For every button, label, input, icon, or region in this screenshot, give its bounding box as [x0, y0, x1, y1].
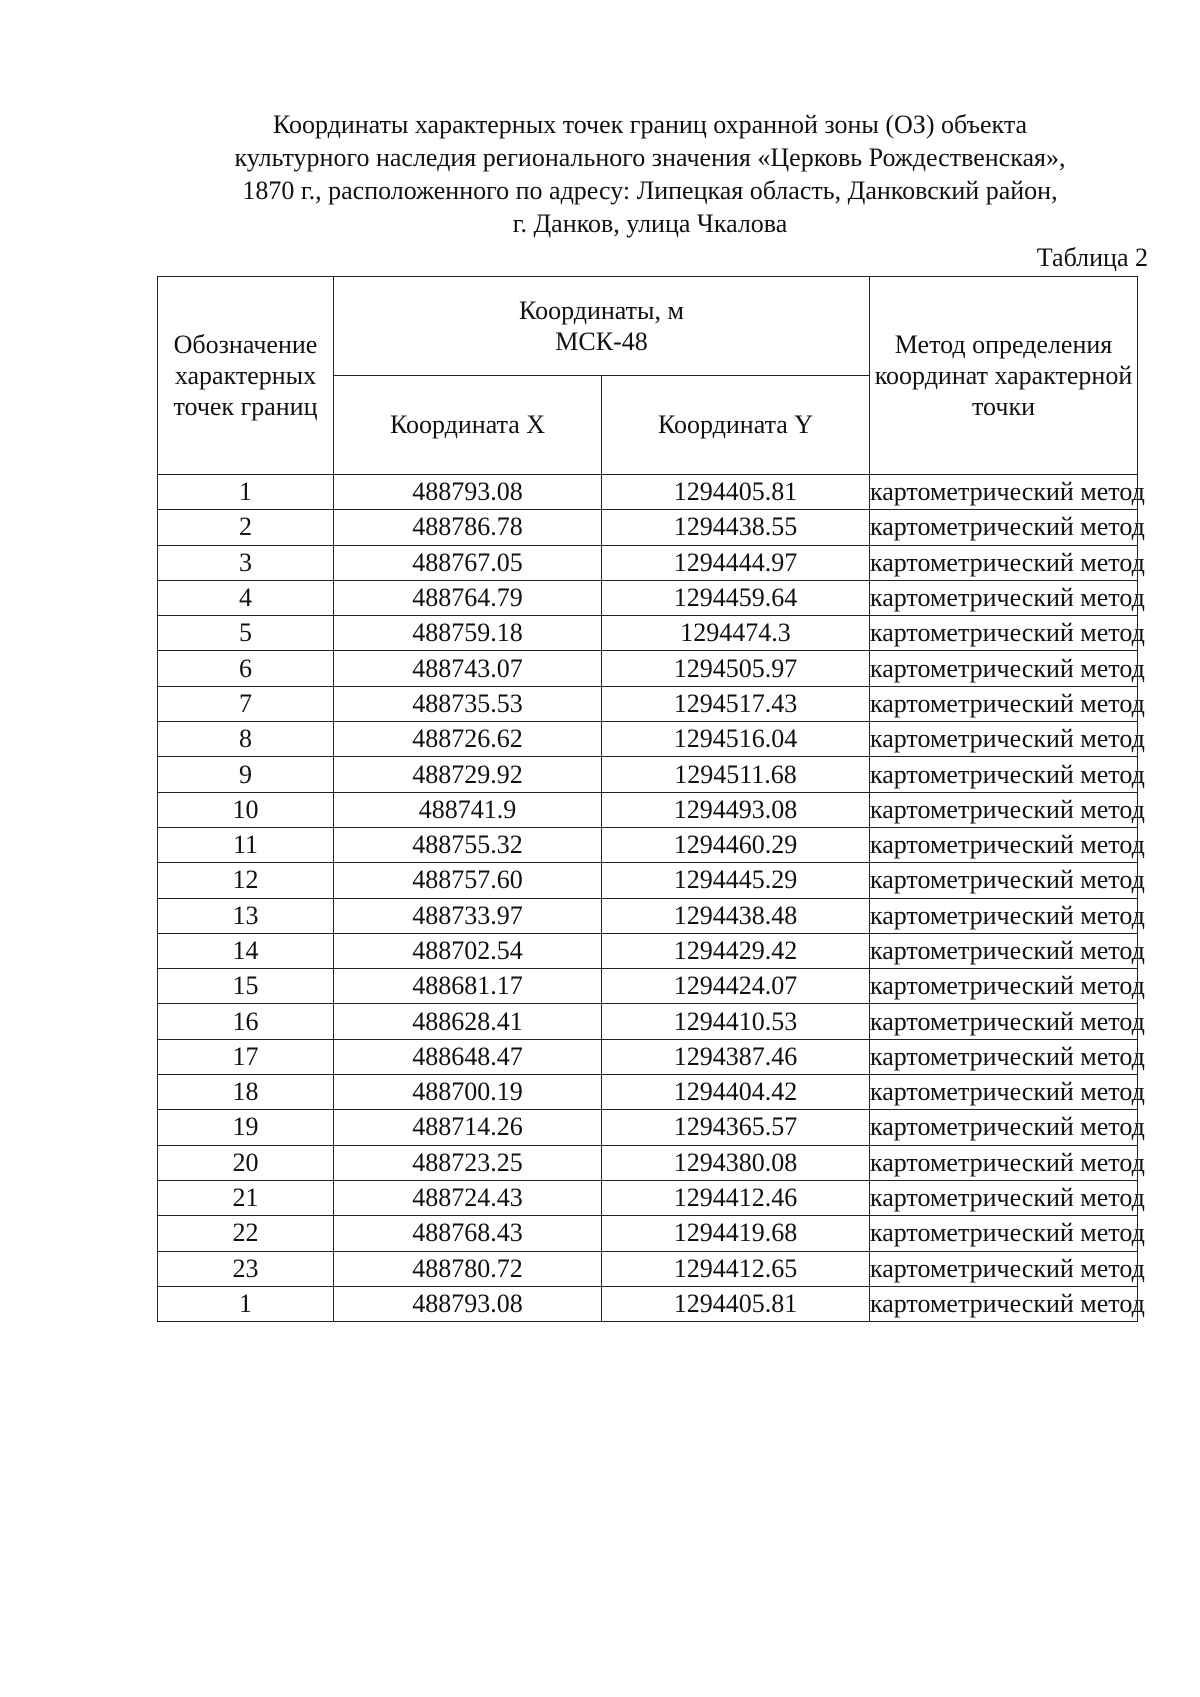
cell-method: картометрический метод — [870, 1004, 1138, 1039]
table-row — [158, 1004, 1138, 1039]
title-line: 1870 г., расположенного по адресу: Липецкая область, Данковский район, — [242, 176, 1058, 205]
cell-point-id: 11 — [158, 827, 334, 862]
cell-method: картометрический метод — [870, 1180, 1138, 1215]
cell-method: картометрический метод — [870, 1075, 1138, 1110]
cell-coord-y: 1294405.81 — [602, 1286, 870, 1321]
cell-method: картометрический метод — [870, 651, 1138, 686]
cell-coord-x: 488714.26 — [334, 1110, 602, 1145]
cell-coord-x: 488743.07 — [334, 651, 602, 686]
cell-coord-y: 1294517.43 — [602, 686, 870, 721]
header-row — [158, 277, 1138, 376]
cell-method: картометрический метод — [870, 686, 1138, 721]
cell-method: картометрический метод — [870, 827, 1138, 862]
cell-point-id: 17 — [158, 1039, 334, 1074]
cell-coord-y: 1294445.29 — [602, 863, 870, 898]
cell-point-id: 15 — [158, 969, 334, 1004]
cell-coord-x: 488648.47 — [334, 1039, 602, 1074]
cell-method: картометрический метод — [870, 969, 1138, 1004]
table-row — [158, 651, 1138, 686]
cell-coord-x: 488768.43 — [334, 1216, 602, 1251]
header-coord-x: Координата X — [334, 376, 602, 475]
table-row — [158, 722, 1138, 757]
cell-point-id: 16 — [158, 1004, 334, 1039]
cell-coord-x: 488733.97 — [334, 898, 602, 933]
cell-coord-y: 1294516.04 — [602, 722, 870, 757]
title-line: культурного наследия регионального значения «Церковь Рождественская», — [234, 143, 1066, 172]
header-method: Метод определения координат характерной точки — [870, 277, 1138, 475]
cell-point-id: 19 — [158, 1110, 334, 1145]
cell-method: картометрический метод — [870, 510, 1138, 545]
cell-coord-x: 488723.25 — [334, 1145, 602, 1180]
cell-coord-y: 1294410.53 — [602, 1004, 870, 1039]
header-coord-y: Координата Y — [602, 376, 870, 475]
table-row — [158, 792, 1138, 827]
cell-point-id: 1 — [158, 475, 334, 510]
cell-method: картометрический метод — [870, 1216, 1138, 1251]
table-row — [158, 510, 1138, 545]
table-header — [158, 277, 1138, 475]
cell-coord-y: 1294444.97 — [602, 545, 870, 580]
cell-point-id: 23 — [158, 1251, 334, 1286]
table-row — [158, 898, 1138, 933]
table-row — [158, 757, 1138, 792]
cell-coord-x: 488729.92 — [334, 757, 602, 792]
title-line: г. Данков, улица Чкалова — [512, 209, 788, 238]
table-row — [158, 969, 1138, 1004]
cell-method: картометрический метод — [870, 792, 1138, 827]
cell-coord-x: 488780.72 — [334, 1251, 602, 1286]
title-line: Координаты характерных точек границ охранной зоны (ОЗ) объекта — [272, 110, 1028, 139]
cell-point-id: 6 — [158, 651, 334, 686]
table-row — [158, 1110, 1138, 1145]
cell-point-id: 1 — [158, 1286, 334, 1321]
table-row — [158, 475, 1138, 510]
cell-coord-x: 488724.43 — [334, 1180, 602, 1215]
cell-coord-x: 488759.18 — [334, 616, 602, 651]
cell-coord-y: 1294419.68 — [602, 1216, 870, 1251]
table-body — [158, 475, 1145, 1322]
cell-point-id: 14 — [158, 933, 334, 968]
cell-coord-y: 1294365.57 — [602, 1110, 870, 1145]
cell-point-id: 10 — [158, 792, 334, 827]
header-coordinates-group — [334, 277, 870, 376]
cell-coord-y: 1294387.46 — [602, 1039, 870, 1074]
cell-method: картометрический метод — [870, 1145, 1138, 1180]
header-coordinate-system: МСК-48 — [555, 327, 648, 356]
table-row — [158, 1286, 1138, 1321]
cell-method: картометрический метод — [870, 1286, 1138, 1321]
cell-method: картометрический метод — [870, 475, 1138, 510]
cell-coord-x: 488793.08 — [334, 475, 602, 510]
coordinates-table — [157, 276, 1145, 1322]
table-row — [158, 580, 1138, 615]
table-row — [158, 933, 1138, 968]
cell-coord-x: 488702.54 — [334, 933, 602, 968]
table-row — [158, 1216, 1138, 1251]
cell-coord-y: 1294511.68 — [602, 757, 870, 792]
cell-coord-x: 488681.17 — [334, 969, 602, 1004]
cell-coord-y: 1294404.42 — [602, 1075, 870, 1110]
cell-coord-y: 1294405.81 — [602, 475, 870, 510]
cell-coord-y: 1294493.08 — [602, 792, 870, 827]
table-row — [158, 545, 1138, 580]
cell-coord-y: 1294438.55 — [602, 510, 870, 545]
cell-point-id: 3 — [158, 545, 334, 580]
cell-point-id: 5 — [158, 616, 334, 651]
cell-method: картометрический метод — [870, 1039, 1138, 1074]
cell-coord-y: 1294424.07 — [602, 969, 870, 1004]
document-title — [150, 108, 1150, 240]
cell-coord-x: 488726.62 — [334, 722, 602, 757]
cell-method: картометрический метод — [870, 722, 1138, 757]
cell-method: картометрический метод — [870, 1251, 1138, 1286]
cell-method: картометрический метод — [870, 933, 1138, 968]
cell-point-id: 22 — [158, 1216, 334, 1251]
cell-coord-x: 488793.08 — [334, 1286, 602, 1321]
cell-point-id: 9 — [158, 757, 334, 792]
table-number-label: Таблица 2 — [1036, 243, 1148, 272]
cell-point-id: 7 — [158, 686, 334, 721]
cell-coord-y: 1294412.65 — [602, 1251, 870, 1286]
cell-method: картометрический метод — [870, 863, 1138, 898]
cell-coord-x: 488786.78 — [334, 510, 602, 545]
table-row — [158, 1039, 1138, 1074]
cell-coord-y: 1294459.64 — [602, 580, 870, 615]
cell-coord-x: 488757.60 — [334, 863, 602, 898]
table-row — [158, 863, 1138, 898]
table-row — [158, 1145, 1138, 1180]
cell-coord-y: 1294474.3 — [602, 616, 870, 651]
cell-point-id: 20 — [158, 1145, 334, 1180]
cell-coord-x: 488628.41 — [334, 1004, 602, 1039]
cell-method: картометрический метод — [870, 757, 1138, 792]
cell-coord-x: 488764.79 — [334, 580, 602, 615]
cell-point-id: 4 — [158, 580, 334, 615]
table-row — [158, 1075, 1138, 1110]
cell-coord-x: 488767.05 — [334, 545, 602, 580]
header-point-id: Обозначение характерных точек границ — [158, 277, 334, 475]
table-row — [158, 686, 1138, 721]
cell-coord-x: 488700.19 — [334, 1075, 602, 1110]
cell-coord-y: 1294429.42 — [602, 933, 870, 968]
cell-method: картометрический метод — [870, 616, 1138, 651]
cell-coord-y: 1294460.29 — [602, 827, 870, 862]
table-row — [158, 1180, 1138, 1215]
cell-point-id: 13 — [158, 898, 334, 933]
table-row — [158, 616, 1138, 651]
cell-method: картометрический метод — [870, 898, 1138, 933]
cell-point-id: 2 — [158, 510, 334, 545]
cell-point-id: 12 — [158, 863, 334, 898]
cell-coord-y: 1294380.08 — [602, 1145, 870, 1180]
table-row — [158, 827, 1138, 862]
header-coordinates-units: Координаты, м — [519, 296, 684, 325]
cell-point-id: 18 — [158, 1075, 334, 1110]
cell-coord-y: 1294438.48 — [602, 898, 870, 933]
cell-point-id: 8 — [158, 722, 334, 757]
cell-coord-x: 488755.32 — [334, 827, 602, 862]
cell-method: картометрический метод — [870, 545, 1138, 580]
cell-coord-x: 488735.53 — [334, 686, 602, 721]
cell-coord-y: 1294412.46 — [602, 1180, 870, 1215]
cell-method: картометрический метод — [870, 580, 1138, 615]
cell-method: картометрический метод — [870, 1110, 1138, 1145]
table-row — [158, 1251, 1138, 1286]
cell-coord-y: 1294505.97 — [602, 651, 870, 686]
cell-point-id: 21 — [158, 1180, 334, 1215]
cell-coord-x: 488741.9 — [334, 792, 602, 827]
